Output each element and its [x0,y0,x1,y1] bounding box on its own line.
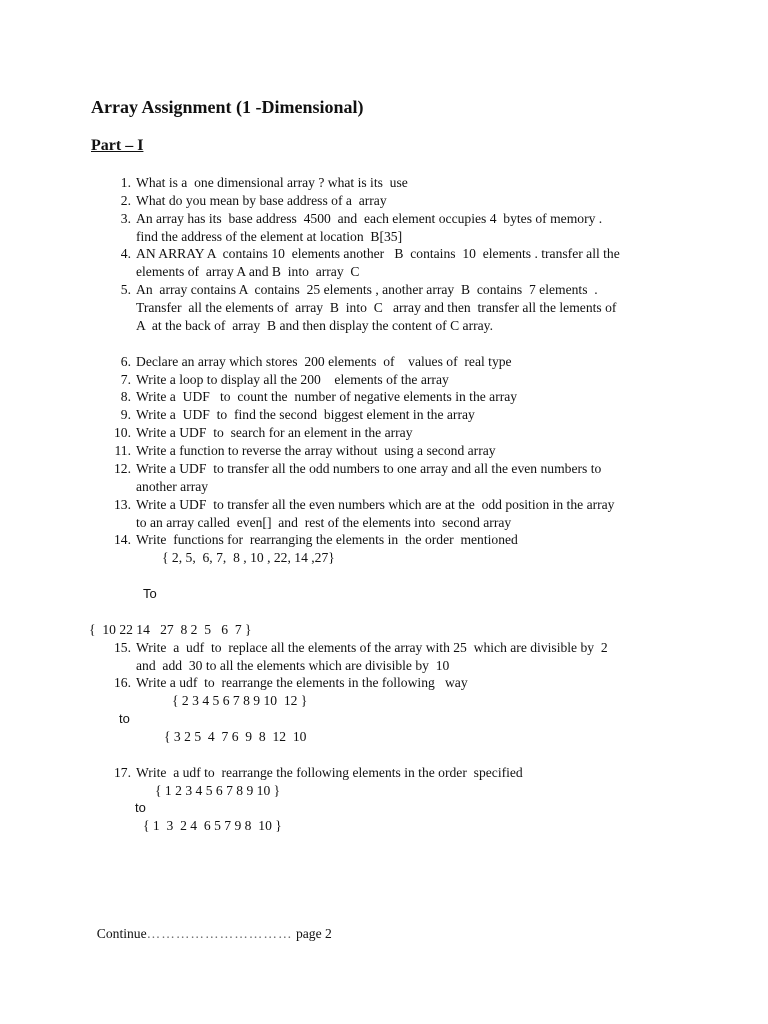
q17-result-set: { 1 3 2 4 6 5 7 9 8 10 } [143,818,282,833]
item-text: find the address of the element at location B[35] [136,229,403,244]
item-text: Write a UDF to transfer all the odd numbers to one array and all the even numbers to [136,461,602,476]
item-text: What is a one dimensional array ? what is its use [136,175,408,190]
q16-to-label: to [119,711,130,726]
q14-input-set: { 2, 5, 6, 7, 8 , 10 , 22, 14 ,27} [162,550,335,565]
item-text: An array has its base address 4500 and each element occupies 4 bytes of memory . [136,211,603,226]
item-text: An array contains A contains 25 elements , another array B contains 7 elements . [136,282,598,297]
continue-dots: ………………………… [146,926,293,941]
item-number: 6. [120,354,131,369]
item-text: elements of array A and B into array C [136,264,360,279]
item-text: What do you mean by base address of a array [136,193,387,208]
item-number: 7. [120,372,131,387]
item-text: Write a UDF to count the number of negative elements in the array [136,389,518,404]
item-text: Write a UDF to transfer all the even numbers which are at the odd position in the array [136,497,615,512]
item-number: 15. [114,640,131,655]
footer-continue [90,907,332,943]
item-text: Write a loop to display all the 200 elements of the array [136,372,449,387]
q16-input-set: { 2 3 4 5 6 7 8 9 10 12 } [172,693,308,708]
q14-result-set: { 10 22 14 27 8 2 5 6 7 } [89,622,252,637]
item-number: 11. [114,443,131,458]
item-number: 4. [120,246,131,261]
q14-to-label: To [143,586,157,601]
item-text: Write a udf to replace all the elements of the array with 25 which are divisible by 2 [136,640,608,655]
item-number: 1. [120,175,131,190]
item-text: and add 30 to all the elements which are divisible by 10 [136,658,450,673]
q17-to-label: to [135,800,146,815]
item-text: another array [136,479,209,494]
item-text: to an array called even[] and rest of the elements into second array [136,515,512,530]
item-number: 16. [114,675,131,690]
item-text: Write a UDF to search for an element in the array [136,425,413,440]
q17-input-set: { 1 2 3 4 5 6 7 8 9 10 } [155,783,281,798]
item-text: Write a UDF to find the second biggest element in the array [136,407,475,422]
item-number: 5. [120,282,131,297]
item-text: Write functions for rearranging the elements in the order mentioned [136,532,518,547]
page-title: Array Assignment (1 -Dimensional) [91,97,364,117]
continue-label: Continue [96,926,147,941]
item-number: 10. [114,425,131,440]
item-text: A at the back of array B and then display the content of C array. [136,318,493,333]
page-reference: page 2 [292,926,332,941]
item-number: 3. [120,211,131,226]
item-text: Transfer all the elements of array B into C array and then transfer all the lements of [136,300,617,315]
q16-result-set: { 3 2 5 4 7 6 9 8 12 10 [164,729,307,744]
item-number: 17. [114,765,131,780]
item-text: Declare an array which stores 200 elements of values of real type [136,354,512,369]
part-heading: Part – I [91,137,144,154]
item-number: 2. [120,193,131,208]
item-number: 8. [120,389,131,404]
item-number: 12. [114,461,131,476]
item-number: 14. [114,532,131,547]
item-text: AN ARRAY A contains 10 elements another B contains 10 elements . transfer all the [136,246,620,261]
item-text: Write a udf to rearrange the elements in the following way [136,675,468,690]
item-number: 9. [120,407,131,422]
item-text: Write a udf to rearrange the following elements in the order specified [136,765,523,780]
item-text: Write a function to reverse the array without using a second array [136,443,496,458]
item-number: 13. [114,497,131,512]
